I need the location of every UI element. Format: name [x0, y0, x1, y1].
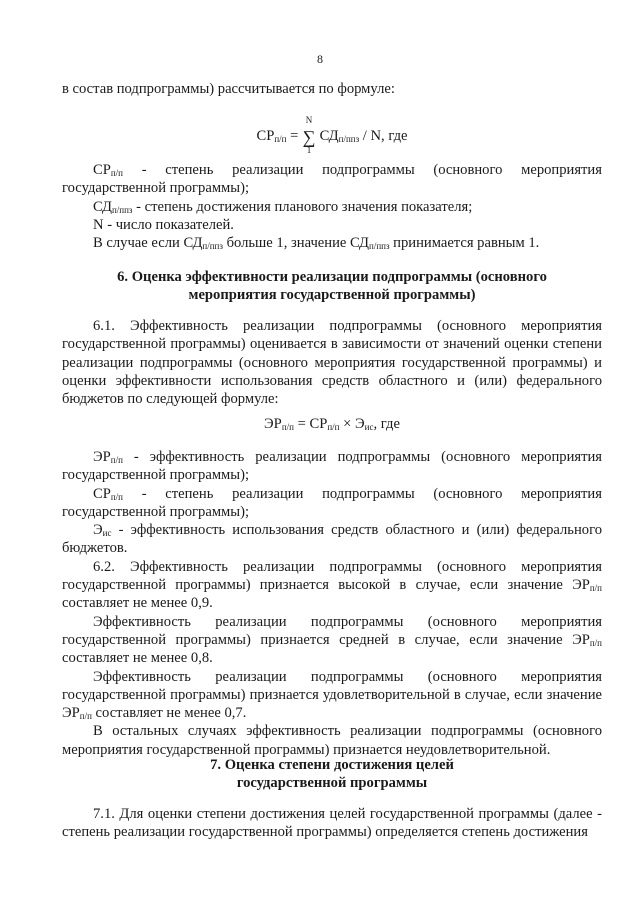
formula2-eq: = СР	[293, 416, 328, 432]
def-word: степень	[165, 485, 214, 502]
def-sr-pp-symbol: $СР_{п/п}$	[93, 162, 123, 178]
formula2-tail: , где	[373, 416, 400, 432]
def-word: мероприятия	[521, 485, 602, 502]
def-sr-pp2-symbol: $СР_{п/п}$	[93, 485, 123, 502]
formula-tail: / N, где	[359, 128, 408, 144]
def-sr-pp-line1	[62, 161, 602, 179]
page-number: 8	[317, 52, 323, 66]
formula2-lhs-sub: п/п	[281, 422, 294, 432]
section-6-title-line2: мероприятия государственной программы)	[188, 287, 476, 304]
paragraph-satisfactory: Эффективность реализации подпрограммы (основного мероприятия государственной программы) признается удовлетворительной в случае, если значение $ЭР_{п/п}$ составляет не менее 0,7.	[62, 668, 602, 722]
def-sr-pp2-line2: государственной программы);	[62, 503, 250, 520]
definitions-block-1	[62, 161, 602, 252]
formula-lhs-sub: п/п	[274, 134, 287, 144]
def-n: N - число показателей.	[93, 216, 234, 233]
section-7-title-line1: 7. Оценка степени достижения целей	[210, 757, 454, 773]
formula-lhs: СР	[256, 128, 275, 144]
def-word: подпрограммы	[322, 162, 415, 178]
section-7-title-line2: государственной программы	[236, 775, 428, 792]
def-sd-ppz: $СД_{п/ппз}$ - степень достижения планового значения показателя;	[93, 198, 473, 215]
def-er-pp: $ЭР_{п/п}$ - эффективность реализации подпрограммы (основного мероприятия государственной программы);	[62, 449, 602, 484]
formula2-e-sub: ис	[364, 422, 374, 432]
section-6-title-line1: 6. Оценка эффективности реализации подпрограммы (основного	[117, 269, 547, 285]
section-7-heading	[62, 756, 602, 793]
sum-upper: N	[305, 115, 313, 125]
def-word: (основного	[433, 162, 503, 178]
def-word: степень	[165, 162, 214, 178]
def-word: (основного	[433, 485, 503, 502]
formula-term-sub: п/ппз	[338, 134, 360, 144]
formula-eq: =	[286, 128, 303, 144]
def-word: реализации	[232, 162, 304, 178]
case-line: В случае если $СД_{п/ппз}$ больше 1, значение $СД_{п/ппз}$ принимается равным 1.	[93, 235, 540, 252]
intro-line: в состав подпрограммы) рассчитывается по формуле:	[62, 81, 395, 97]
paragraph-other-cases: В остальных случаях эффективность реализации подпрограммы (основного мероприятия государственной программы) признается неудовлетворительной.	[62, 723, 602, 758]
def-word: подпрограммы	[322, 485, 415, 502]
def-sr-pp-line2: государственной программы);	[62, 180, 250, 197]
def-word: реализации	[232, 485, 304, 502]
formula-term: СД	[316, 128, 339, 144]
def-word: -	[141, 485, 147, 502]
def-word: мероприятия	[521, 162, 602, 178]
formula-sr-pp	[62, 115, 602, 155]
section-6-heading	[62, 268, 602, 305]
paragraph-medium: Эффективность реализации подпрограммы (основного мероприятия государственной программы) признается средней в случае, если значение $ЭР_{п/п}$ составляет не менее 0,8.	[62, 613, 602, 667]
def-sr-pp2-line1	[62, 485, 602, 503]
paragraph-6-2: 6.2. Эффективность реализации подпрограммы (основного мероприятия государственной программы) признается высокой в случае, если значение $ЭР_{п/п}$ составляет не менее 0,9.	[62, 558, 602, 612]
sum-lower: 1	[306, 145, 312, 155]
formula-er-pp	[62, 415, 602, 433]
paragraph-7-1: 7.1. Для оценки степени достижения целей государственной программы (далее - степень реализации государственной программы) определяется степень достижения	[62, 806, 602, 841]
definitions-block-2	[62, 448, 602, 759]
sum-symbol	[302, 115, 316, 155]
formula2-sr-sub: п/п	[327, 422, 340, 432]
formula2-lhs: ЭР	[264, 416, 282, 432]
formula2-times: × Э	[339, 416, 365, 432]
def-word: -	[141, 162, 147, 178]
paragraph-6-1: 6.1. Эффективность реализации подпрограммы (основного мероприятия государственной программы) оценивается в зависимости от значений оценки степени реализации подпрограммы (основного мероприятия государственной программы) и оценки эффективности использования средств областного и (или) федерального бюджетов по следующей формуле:	[62, 318, 602, 408]
def-e-is: $Э_{ис}$ - эффективность использования средств областного и (или) федерального бюджетов.	[62, 522, 602, 557]
sum-glyph: ∑	[302, 127, 316, 147]
